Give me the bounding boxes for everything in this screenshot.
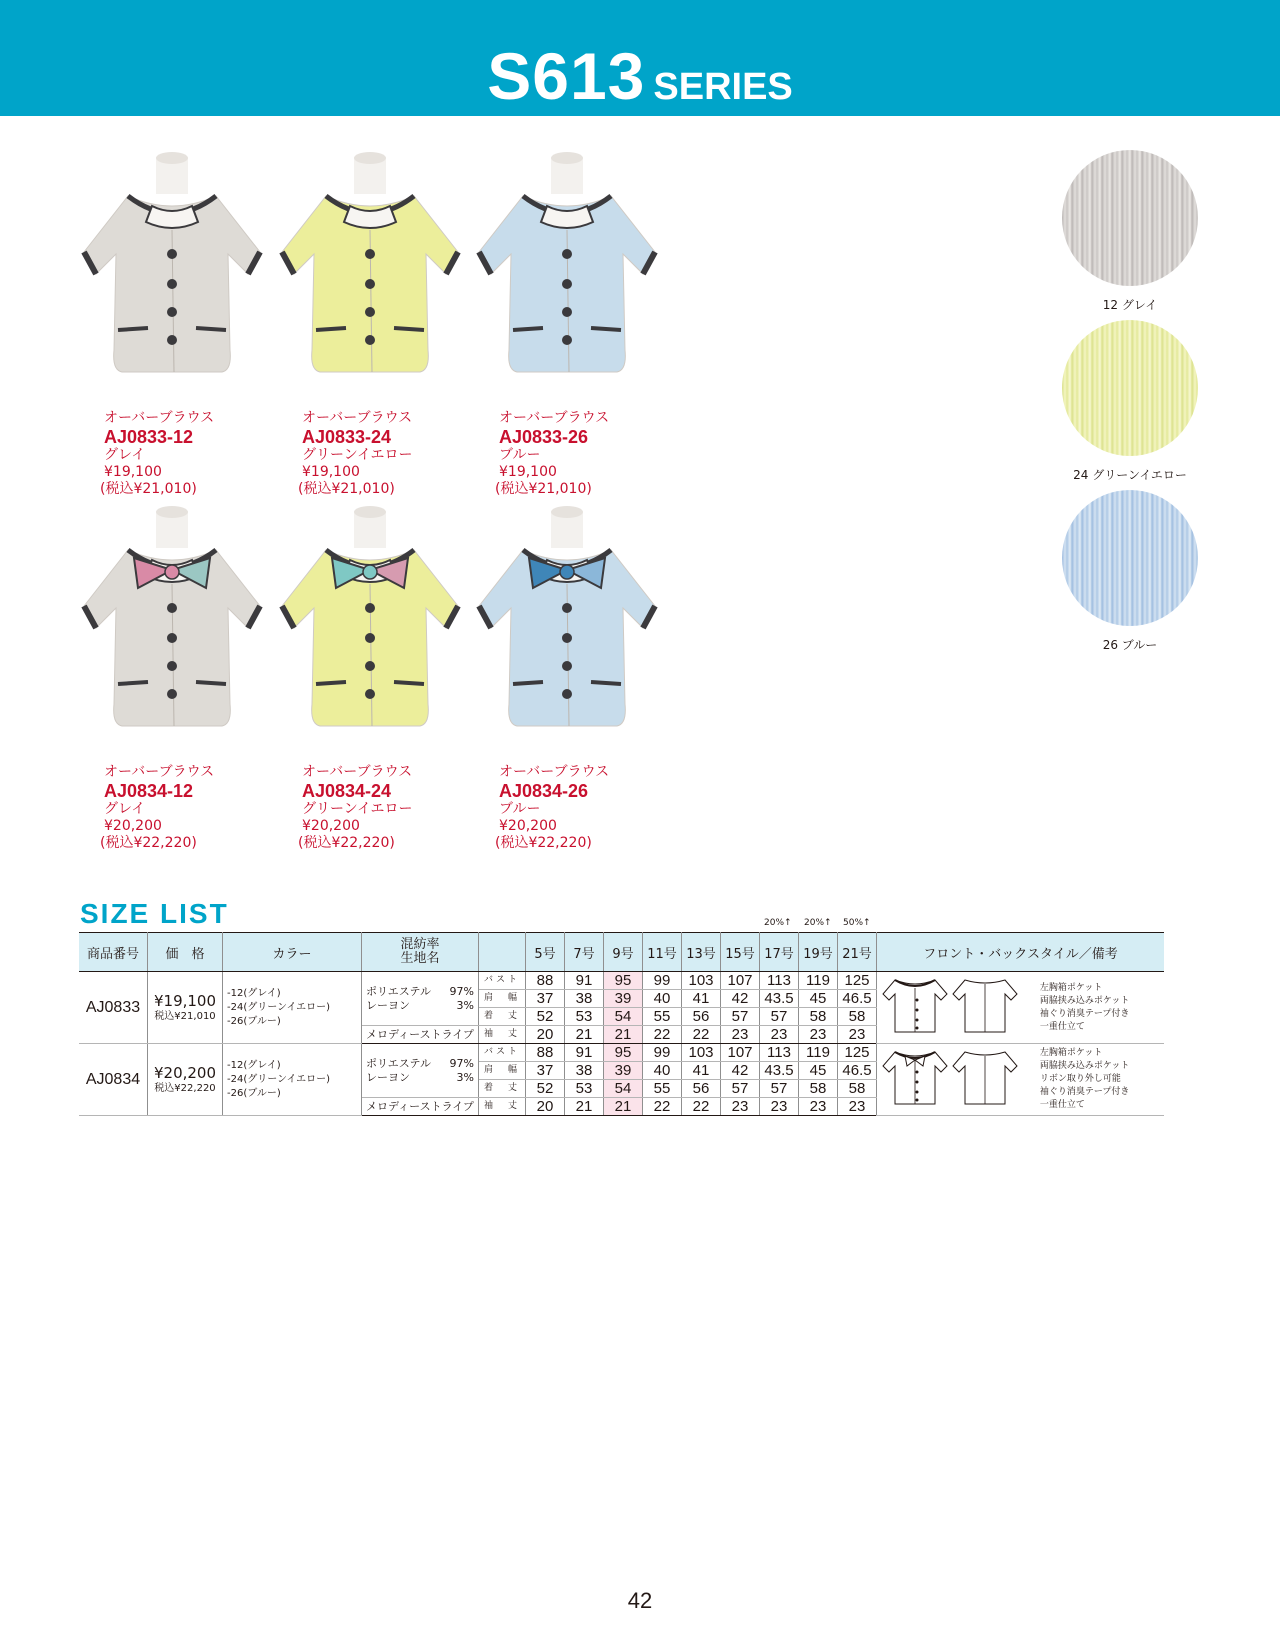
size-value: 20 — [526, 1026, 565, 1044]
price-value: ¥20,200 — [153, 1063, 217, 1082]
color-option: -24(グリーンイエロー) — [227, 1073, 331, 1085]
note-item: 左胸箱ポケット — [1039, 982, 1103, 993]
size-value: 40 — [643, 1062, 682, 1080]
size-value: 41 — [682, 1062, 721, 1080]
size-value: 40 — [643, 990, 682, 1008]
note-item: 左胸箱ポケット — [1039, 1048, 1103, 1058]
size-value: 58 — [799, 1080, 838, 1098]
product-code: AJ0833-24 — [302, 427, 392, 447]
measure-label: 着 丈 — [479, 1080, 526, 1098]
size-value: 56 — [682, 1080, 721, 1098]
product-tax-price: (税込¥22,220) — [495, 835, 592, 851]
size-value: 23 — [760, 1098, 799, 1116]
note-item: 両脇挟み込みポケット — [1039, 995, 1130, 1006]
percent-note: 20%↑ — [804, 918, 832, 928]
size-value: 23 — [721, 1098, 760, 1116]
size-value: 88 — [526, 972, 565, 990]
size-value: 39 — [604, 1062, 643, 1080]
blouse-drawing — [467, 150, 667, 410]
cell-style-notes — [877, 1044, 1165, 1116]
size-value: 55 — [643, 1008, 682, 1026]
size-value: 23 — [799, 1026, 838, 1044]
product-code: AJ0834-24 — [302, 781, 392, 801]
fabric-2-pct: 3% — [456, 998, 474, 1012]
cell-fabric-mix — [362, 972, 479, 1026]
size-value: 41 — [682, 990, 721, 1008]
cell-fabric-name: メロディーストライプ — [362, 1098, 479, 1116]
front-back-sketch — [877, 974, 1027, 1041]
fabric-swatch — [1062, 320, 1198, 483]
blouse-image — [270, 150, 470, 410]
product-type: オーバーブラウス — [302, 410, 413, 426]
measure-label: 袖 丈 — [479, 1026, 526, 1044]
size-value: 39 — [604, 990, 643, 1008]
size-value: 55 — [643, 1080, 682, 1098]
blouse-drawing — [72, 150, 272, 410]
header-size: 13号 — [682, 933, 721, 972]
product-color: ブルー — [499, 801, 541, 817]
product-color: グレイ — [104, 801, 146, 817]
size-value: 113 — [760, 1044, 799, 1062]
header-size: 21号 — [838, 933, 877, 972]
header-size: 15号 — [721, 933, 760, 972]
price-value: ¥19,100 — [153, 991, 217, 1010]
percent-note: 20%↑ — [764, 918, 792, 928]
cell-price — [148, 1044, 223, 1116]
size-value: 38 — [565, 1062, 604, 1080]
note-item: リボン取り外し可能 — [1039, 1074, 1121, 1084]
page-number: 42 — [627, 1588, 653, 1613]
product-type: オーバーブラウス — [104, 410, 215, 426]
color-option: -24(グリーンイエロー) — [227, 1001, 331, 1013]
size-value: 37 — [526, 1062, 565, 1080]
size-value: 43.5 — [760, 1062, 799, 1080]
blouse-image — [467, 150, 667, 410]
fabric-swatch — [1062, 150, 1198, 313]
product-color: グリーンイエロー — [302, 447, 413, 463]
product-type: オーバーブラウス — [499, 410, 610, 426]
size-value: 23 — [838, 1098, 877, 1116]
size-value: 21 — [604, 1098, 643, 1116]
product-tax-price: (税込¥22,220) — [100, 835, 197, 851]
product-tax-price: (税込¥21,010) — [495, 481, 592, 497]
size-value: 45 — [799, 990, 838, 1008]
size-value: 45 — [799, 1062, 838, 1080]
size-value: 99 — [643, 1044, 682, 1062]
fabric-2-pct: 3% — [456, 1070, 474, 1084]
size-value: 23 — [799, 1098, 838, 1116]
size-value: 91 — [565, 1044, 604, 1062]
header-fabric: 混紡率 生地名 — [362, 933, 479, 972]
cell-colors — [223, 972, 362, 1044]
size-value: 107 — [721, 1044, 760, 1062]
size-value: 42 — [721, 990, 760, 1008]
size-value: 53 — [565, 1008, 604, 1026]
product-card[interactable] — [72, 504, 272, 852]
product-card[interactable] — [270, 504, 470, 852]
size-value: 46.5 — [838, 1062, 877, 1080]
size-value: 54 — [604, 1080, 643, 1098]
size-value: 52 — [526, 1008, 565, 1026]
size-table — [79, 932, 1164, 1116]
size-value: 119 — [799, 1044, 838, 1062]
measure-label: 袖 丈 — [479, 1098, 526, 1116]
header-measure — [479, 933, 526, 972]
cell-fabric-name: メロディーストライプ — [362, 1026, 479, 1044]
size-value: 125 — [838, 972, 877, 990]
size-value: 57 — [760, 1008, 799, 1026]
swatch-label: 26 ブルー — [1102, 638, 1158, 652]
size-value: 22 — [682, 1098, 721, 1116]
cell-code: AJ0833 — [79, 972, 148, 1044]
measure-label: バスト — [479, 1044, 526, 1062]
header-size: 7号 — [565, 933, 604, 972]
measure-label: 着 丈 — [479, 1008, 526, 1026]
size-value: 56 — [682, 1008, 721, 1026]
product-type: オーバーブラウス — [499, 764, 610, 780]
size-value: 21 — [604, 1026, 643, 1044]
note-item: 一重仕立て — [1039, 1021, 1085, 1032]
product-code: AJ0834-26 — [499, 781, 589, 801]
series-code: S613 — [487, 39, 646, 113]
blouse-image — [72, 150, 272, 410]
measure-label: バスト — [479, 972, 526, 990]
header-price: 価 格 — [148, 933, 223, 972]
product-color: グレイ — [104, 447, 146, 463]
product-type: オーバーブラウス — [104, 764, 215, 780]
fabric-1: ポリエステル — [366, 1056, 432, 1070]
product-price: ¥19,100 — [104, 464, 162, 480]
product-tax-price: (税込¥21,010) — [100, 481, 197, 497]
size-value: 91 — [565, 972, 604, 990]
product-card[interactable] — [467, 504, 667, 852]
size-value: 23 — [760, 1026, 799, 1044]
size-value: 21 — [565, 1026, 604, 1044]
product-price: ¥19,100 — [499, 464, 557, 480]
size-value: 54 — [604, 1008, 643, 1026]
fabric-2: レーヨン — [366, 1070, 410, 1084]
product-card[interactable] — [72, 150, 272, 498]
swatch-circle-yellow — [1062, 320, 1198, 456]
size-value: 43.5 — [760, 990, 799, 1008]
product-code: AJ0834-12 — [104, 781, 194, 801]
product-card[interactable] — [270, 150, 470, 498]
swatch-label: 12 グレイ — [1102, 298, 1158, 312]
blouse-image — [270, 504, 470, 764]
size-value: 58 — [799, 1008, 838, 1026]
series-word: SERIES — [653, 66, 793, 108]
header-color: カラー — [223, 933, 362, 972]
percent-note: 50%↑ — [843, 918, 871, 928]
size-value: 42 — [721, 1062, 760, 1080]
size-table-header — [79, 933, 1164, 972]
note-item: 袖ぐり消臭テープ付き — [1039, 1008, 1130, 1019]
product-price: ¥20,200 — [104, 818, 162, 834]
size-value: 58 — [838, 1080, 877, 1098]
table-row — [79, 1044, 1164, 1062]
cell-style-notes — [877, 972, 1165, 1044]
product-tax-price: (税込¥22,220) — [298, 835, 395, 851]
size-value: 113 — [760, 972, 799, 990]
price-tax: 税込¥21,010 — [154, 1010, 216, 1022]
header-size: 9号 — [604, 933, 643, 972]
front-back-sketch — [877, 1046, 1027, 1113]
size-value: 38 — [565, 990, 604, 1008]
color-option: -12(グレイ) — [227, 1059, 281, 1071]
header-style: フロント・バックスタイル／備考 — [877, 933, 1165, 972]
size-value: 22 — [643, 1098, 682, 1116]
product-price: ¥20,200 — [302, 818, 360, 834]
cell-colors — [223, 1044, 362, 1116]
swatch-circle-blue — [1062, 490, 1198, 626]
size-table-body — [79, 972, 1164, 1116]
note-item: 一重仕立て — [1039, 1100, 1085, 1110]
color-option: -12(グレイ) — [227, 987, 281, 999]
cell-code: AJ0834 — [79, 1044, 148, 1116]
size-value: 22 — [682, 1026, 721, 1044]
blouse-drawing — [467, 504, 667, 764]
fabric-1: ポリエステル — [366, 984, 432, 998]
table-row — [79, 972, 1164, 990]
series-title — [0, 38, 1280, 114]
size-value: 57 — [721, 1008, 760, 1026]
size-value: 103 — [682, 972, 721, 990]
size-value: 107 — [721, 972, 760, 990]
size-value: 22 — [643, 1026, 682, 1044]
product-type: オーバーブラウス — [302, 764, 413, 780]
product-color: グリーンイエロー — [302, 801, 413, 817]
product-code: AJ0833-26 — [499, 427, 589, 447]
blouse-image — [467, 504, 667, 764]
size-value: 119 — [799, 972, 838, 990]
size-value: 99 — [643, 972, 682, 990]
fabric-1-pct: 97% — [449, 984, 474, 998]
size-value: 46.5 — [838, 990, 877, 1008]
product-tax-price: (税込¥21,010) — [298, 481, 395, 497]
swatch-circle-gray — [1062, 150, 1198, 286]
size-value: 53 — [565, 1080, 604, 1098]
series-header — [0, 0, 1280, 116]
blouse-drawing — [270, 504, 470, 764]
header-size: 11号 — [643, 933, 682, 972]
product-code: AJ0833-12 — [104, 427, 194, 447]
size-value: 57 — [760, 1080, 799, 1098]
note-list — [1040, 982, 1130, 1034]
fabric-swatch — [1062, 490, 1198, 653]
size-value: 21 — [565, 1098, 604, 1116]
cell-price — [148, 972, 223, 1044]
size-value: 103 — [682, 1044, 721, 1062]
color-option: -26(ブルー) — [227, 1015, 281, 1027]
blouse-drawing — [270, 150, 470, 410]
measure-label: 肩 幅 — [479, 990, 526, 1008]
size-value: 88 — [526, 1044, 565, 1062]
size-value: 37 — [526, 990, 565, 1008]
size-value: 57 — [721, 1080, 760, 1098]
size-value: 23 — [838, 1026, 877, 1044]
size-value: 95 — [604, 1044, 643, 1062]
header-size: 19号 — [799, 933, 838, 972]
product-card[interactable] — [467, 150, 667, 498]
note-item: 袖ぐり消臭テープ付き — [1039, 1087, 1130, 1097]
blouse-drawing — [72, 504, 272, 764]
header-size: 17号 — [760, 933, 799, 972]
size-list-title: SIZE LIST — [80, 898, 229, 929]
fabric-2: レーヨン — [366, 998, 410, 1012]
product-color: ブルー — [499, 447, 541, 463]
header-size: 5号 — [526, 933, 565, 972]
size-value: 23 — [721, 1026, 760, 1044]
size-value: 58 — [838, 1008, 877, 1026]
size-value: 20 — [526, 1098, 565, 1116]
color-option: -26(ブルー) — [227, 1087, 281, 1099]
cell-fabric-mix — [362, 1044, 479, 1098]
blouse-image — [72, 504, 272, 764]
product-price: ¥19,100 — [302, 464, 360, 480]
note-list — [1040, 1047, 1130, 1112]
size-value: 95 — [604, 972, 643, 990]
price-tax: 税込¥22,220 — [154, 1082, 216, 1094]
fabric-1-pct: 97% — [449, 1056, 474, 1070]
size-value: 125 — [838, 1044, 877, 1062]
measure-label: 肩 幅 — [479, 1062, 526, 1080]
product-price: ¥20,200 — [499, 818, 557, 834]
swatch-label: 24 グリーンイエロー — [1073, 468, 1187, 482]
note-item: 両脇挟み込みポケット — [1039, 1061, 1130, 1071]
header-code: 商品番号 — [79, 933, 148, 972]
size-value: 52 — [526, 1080, 565, 1098]
